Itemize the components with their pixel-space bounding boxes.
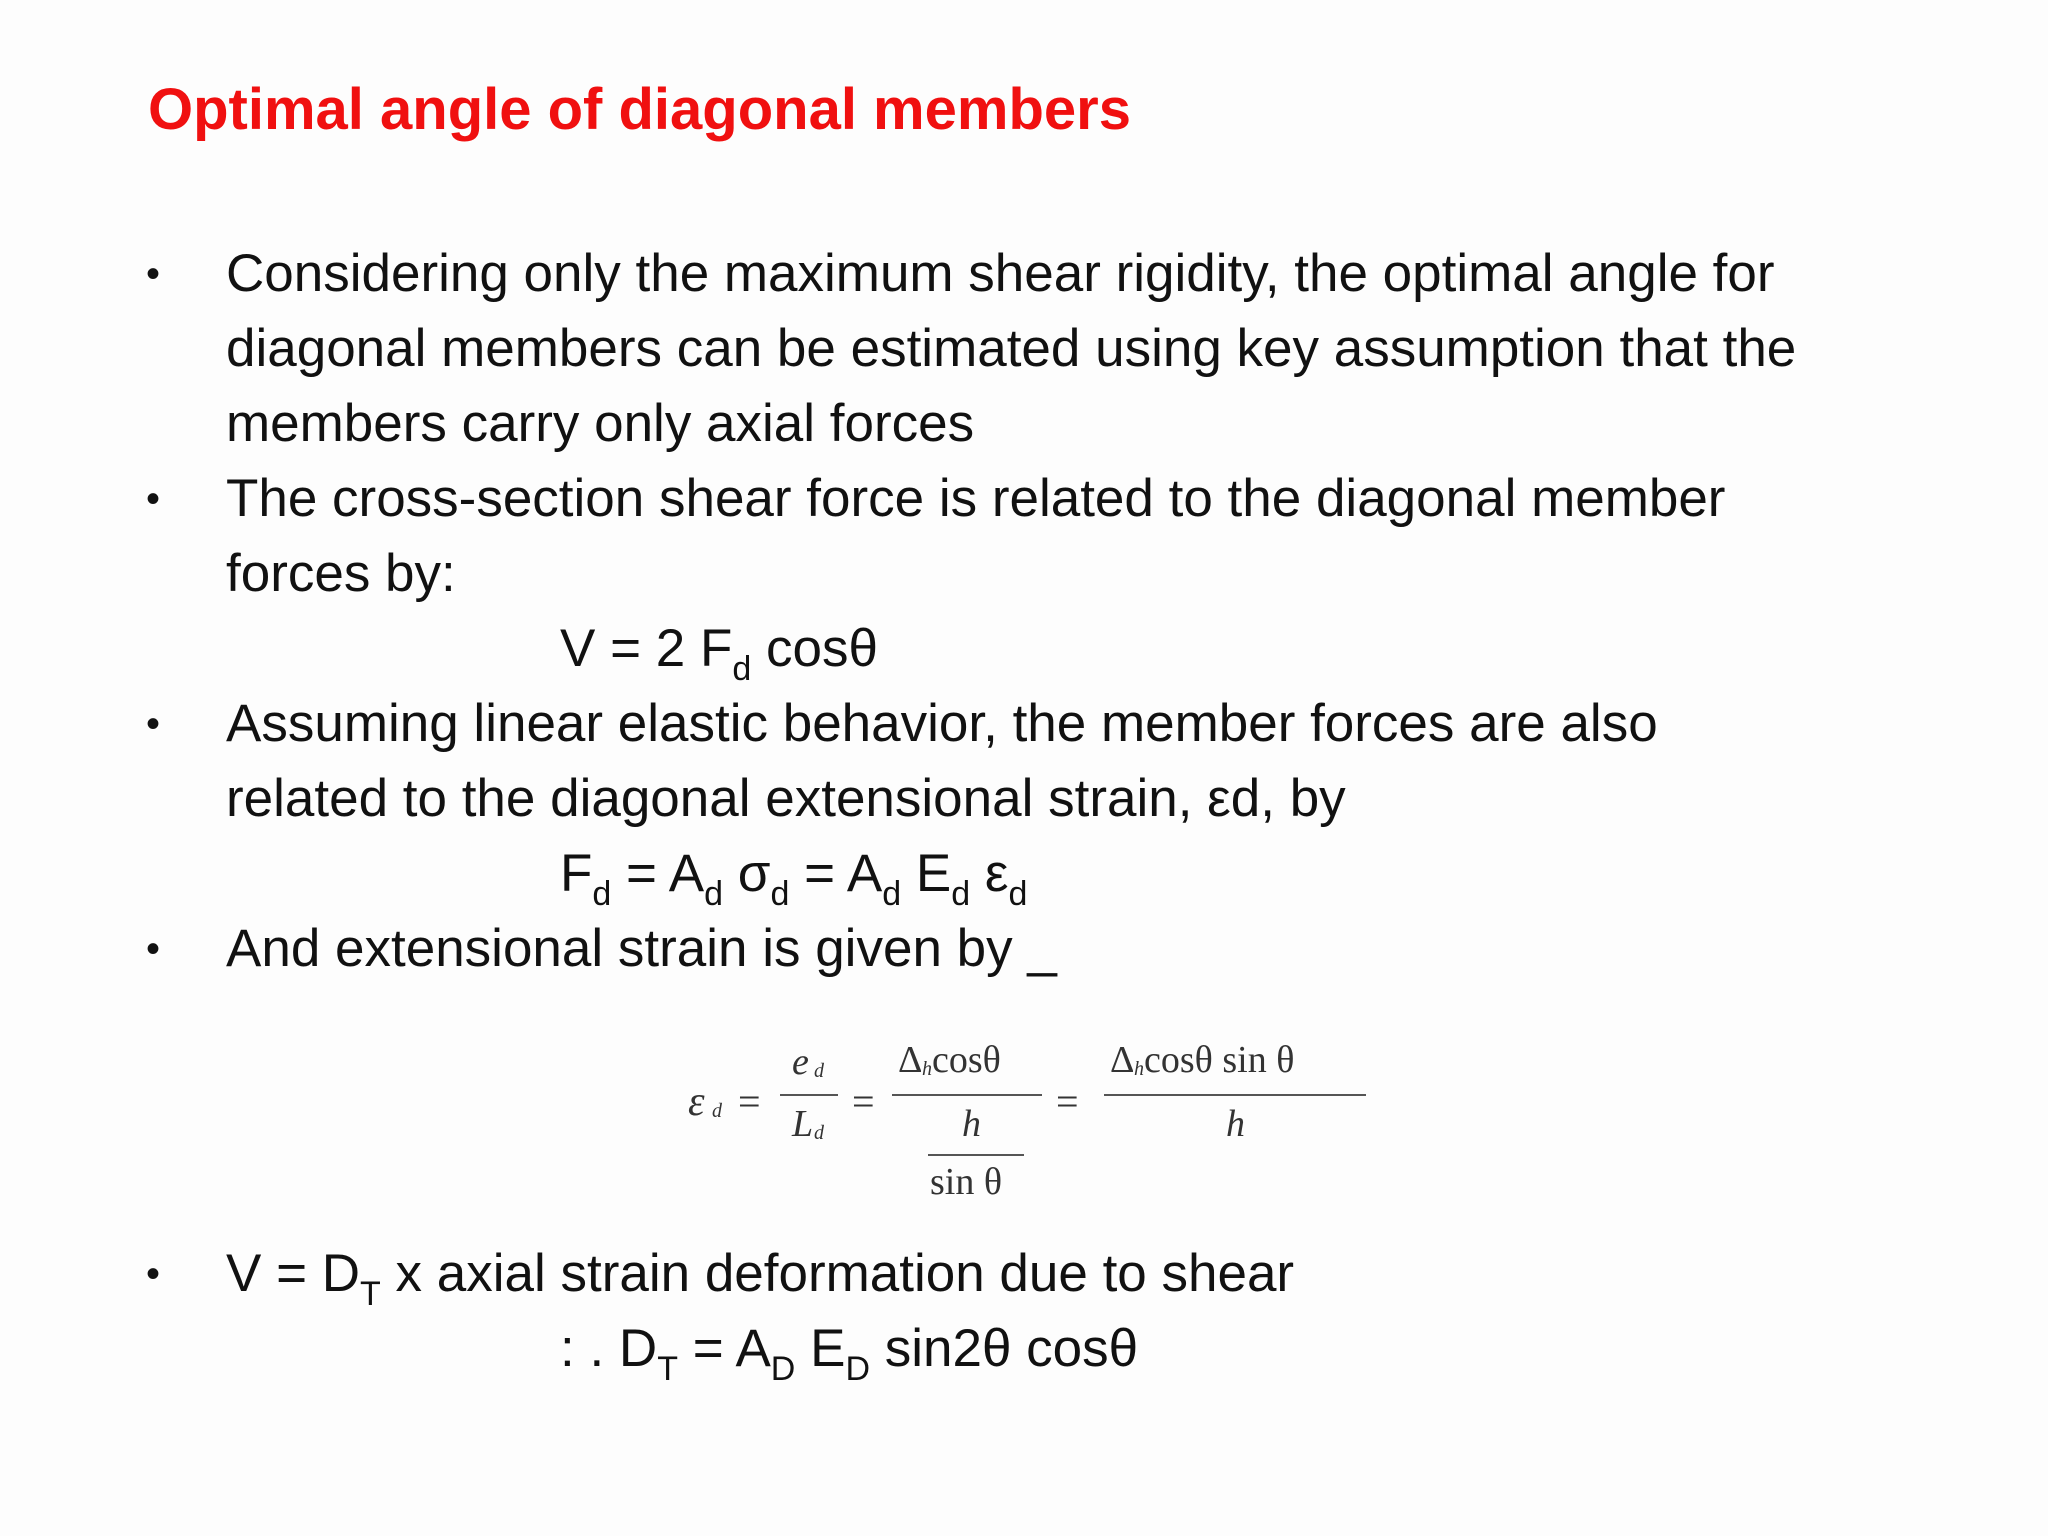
formula-subscript: d xyxy=(814,1060,824,1082)
formula-subscript: h xyxy=(922,1058,932,1080)
eq-subscript: d xyxy=(882,875,902,913)
bullet-icon: • xyxy=(146,477,161,521)
eq-subscript: d xyxy=(704,875,724,913)
eq-text: V = 2 F xyxy=(560,619,733,678)
formula-subscript: d xyxy=(712,1100,722,1122)
eq-text: = A xyxy=(789,844,883,903)
extensional-strain-formula xyxy=(680,1030,1380,1230)
formula-symbol: Δ xyxy=(1110,1039,1135,1081)
eq-subscript: d xyxy=(592,875,612,913)
shear-rigidity-equation xyxy=(560,1317,1139,1388)
fraction-bar xyxy=(892,1094,1042,1096)
eq-text: = A xyxy=(611,844,705,903)
formula-subscript: h xyxy=(1134,1058,1144,1080)
eq-text: : . D xyxy=(560,1319,658,1378)
eq-text: E xyxy=(795,1319,846,1378)
formula-symbol: L xyxy=(792,1103,814,1145)
bullet-2-line-1: The cross-section shear force is related to the diagonal member xyxy=(226,469,1726,528)
member-force-equation xyxy=(560,842,1028,913)
formula-symbol: ε xyxy=(688,1079,705,1125)
bullet-2-line-2: forces by: xyxy=(226,544,456,603)
formula-equals: = xyxy=(1056,1079,1079,1124)
formula-symbol: cosθ xyxy=(932,1039,1001,1081)
eq-text: F xyxy=(560,844,593,903)
line-text: V = D xyxy=(226,1244,361,1303)
slide-title: Optimal angle of diagonal members xyxy=(148,77,1131,142)
bullet-icon: • xyxy=(146,1252,161,1296)
bullet-1-line-1: Considering only the maximum shear rigidity, the optimal angle for xyxy=(226,244,1775,303)
eq-subscript: d xyxy=(1008,875,1028,913)
fraction-bar xyxy=(780,1094,838,1096)
formula-symbol: h xyxy=(962,1103,981,1145)
formula-symbol: e xyxy=(792,1041,809,1083)
line-text: x axial strain deformation due to shear xyxy=(380,1244,1295,1303)
formula-subscript: d xyxy=(814,1122,824,1144)
bullet-4-line-1: And extensional strain is given by _ xyxy=(226,919,1057,978)
eq-text: sin2θ cosθ xyxy=(870,1319,1139,1378)
eq-text: σ xyxy=(723,844,771,903)
bullet-icon: • xyxy=(146,252,161,296)
formula-equals: = xyxy=(738,1079,761,1124)
formula-symbol: cosθ sin θ xyxy=(1144,1039,1295,1081)
bullet-icon: • xyxy=(146,702,161,746)
bullet-3-line-1: Assuming linear elastic behavior, the member forces are also xyxy=(226,694,1658,753)
formula-equals: = xyxy=(852,1079,875,1124)
eq-subscript: d xyxy=(770,875,790,913)
eq-text: = A xyxy=(677,1319,771,1378)
fraction-bar xyxy=(1104,1094,1366,1096)
formula-symbol: sin θ xyxy=(930,1161,1003,1203)
shear-force-equation xyxy=(560,617,878,688)
eq-subscript: d xyxy=(951,875,971,913)
eq-subscript: D xyxy=(845,1350,870,1388)
eq-subscript: d xyxy=(732,650,752,688)
bullet-1-line-3: members carry only axial forces xyxy=(226,394,975,453)
eq-subscript: T xyxy=(657,1350,678,1388)
formula-symbol: h xyxy=(1226,1103,1245,1145)
bullet-5-line-1 xyxy=(226,1242,1295,1313)
eq-text: cosθ xyxy=(751,619,878,678)
fraction-bar xyxy=(928,1154,1024,1156)
bullet-icon: • xyxy=(146,927,161,971)
line-subscript: T xyxy=(360,1275,381,1313)
eq-text: E xyxy=(901,844,952,903)
formula-symbol: Δ xyxy=(898,1039,923,1081)
eq-subscript: D xyxy=(770,1350,796,1388)
bullet-3-line-2: related to the diagonal extensional strain, εd, by xyxy=(226,769,1346,828)
bullet-1-line-2: diagonal members can be estimated using key assumption that the xyxy=(226,319,1797,378)
eq-text: ε xyxy=(970,844,1009,903)
